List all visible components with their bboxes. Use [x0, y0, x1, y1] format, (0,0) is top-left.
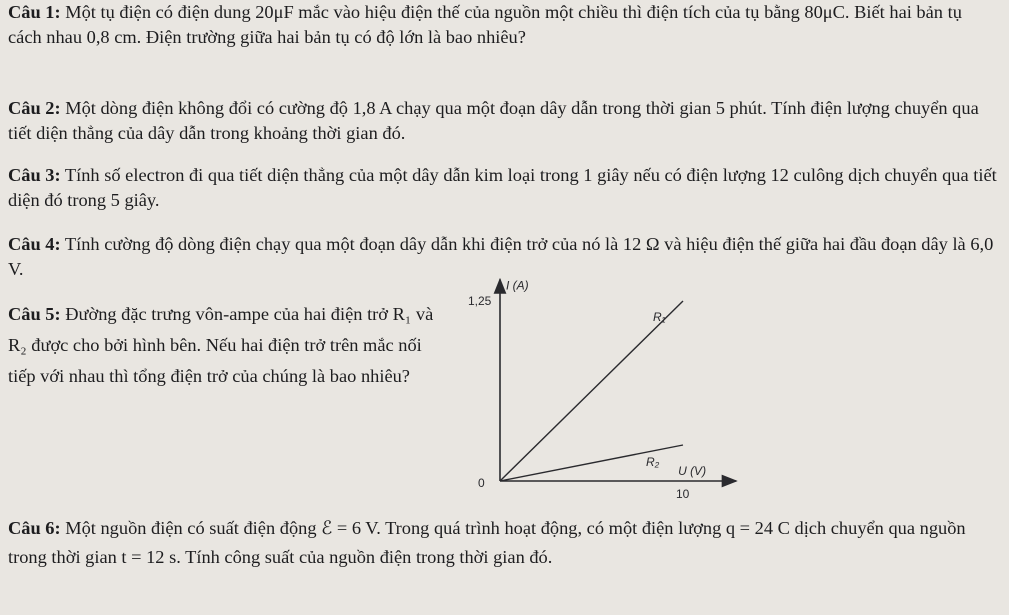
question-3	[8, 163, 998, 213]
question-text: Đường đặc trưng vôn-ampe của hai điện trở R₁ và R₂ được cho bởi hình bên. Nếu hai điện trở trên mắc nối tiếp với nhau thì tổng điện trở của chúng là bao nhiêu?	[8, 304, 434, 386]
question-text: Tính cường độ dòng điện chạy qua một đoạn dây dẫn khi điện trở của nó là 12 Ω và hiệu điện thế giữa hai đầu đoạn dây là 6,0 V.	[8, 234, 994, 279]
question-6	[8, 514, 998, 572]
x-tick-label: 10	[676, 487, 690, 501]
question-label: Câu 4:	[8, 234, 61, 254]
question-text: Một dòng điện không đổi có cường độ 1,8 A chạy qua một đoạn dây dẫn trong thời gian 5 phút. Tính điện lượng chuyển qua tiết diện thẳng của dây dẫn trong khoảng thời gian đó.	[8, 98, 979, 143]
question-text: Tính số electron đi qua tiết diện thẳng của một dây dẫn kim loại trong 1 giây nếu có điện lượng 12 culông dịch chuyển qua tiết diện đó trong 5 giây.	[8, 165, 997, 210]
question-text: Một tụ điện có điện dung 20μF mắc vào hiệu điện thế của nguồn một chiều thì điện tích của tụ bằng 80μC. Biết hai bản tụ cách nhau 0,8 cm. Điện trường giữa hai bản tụ có độ lớn là bao nhiêu?	[8, 2, 962, 47]
question-label: Câu 1:	[8, 2, 61, 22]
series-label-r2: R₂	[646, 455, 660, 469]
question-label: Câu 3:	[8, 165, 61, 185]
question-label: Câu 6:	[8, 518, 61, 538]
series-line-r1	[500, 301, 683, 481]
question-5	[8, 299, 448, 392]
series-label-r1: R₁	[653, 310, 666, 324]
y-tick-label: 1,25	[468, 294, 492, 308]
question-2	[8, 96, 998, 146]
question-text: Một nguồn điện có suất điện động ℰ = 6 V. Trong quá trình hoạt động, có một điện lượng q = 24 C dịch chuyển qua nguồn trong thời gian t = 12 s. Tính công suất của nguồn điện trong thời gian đó.	[8, 518, 966, 567]
y-axis-label: I (A)	[506, 278, 529, 293]
question-1	[8, 0, 998, 50]
question-4	[8, 232, 998, 282]
iv-characteristic-chart	[440, 278, 750, 506]
question-label: Câu 2:	[8, 98, 61, 118]
question-label: Câu 5:	[8, 304, 61, 324]
x-axis-label: U (V)	[678, 464, 707, 478]
origin-label: 0	[478, 476, 485, 490]
